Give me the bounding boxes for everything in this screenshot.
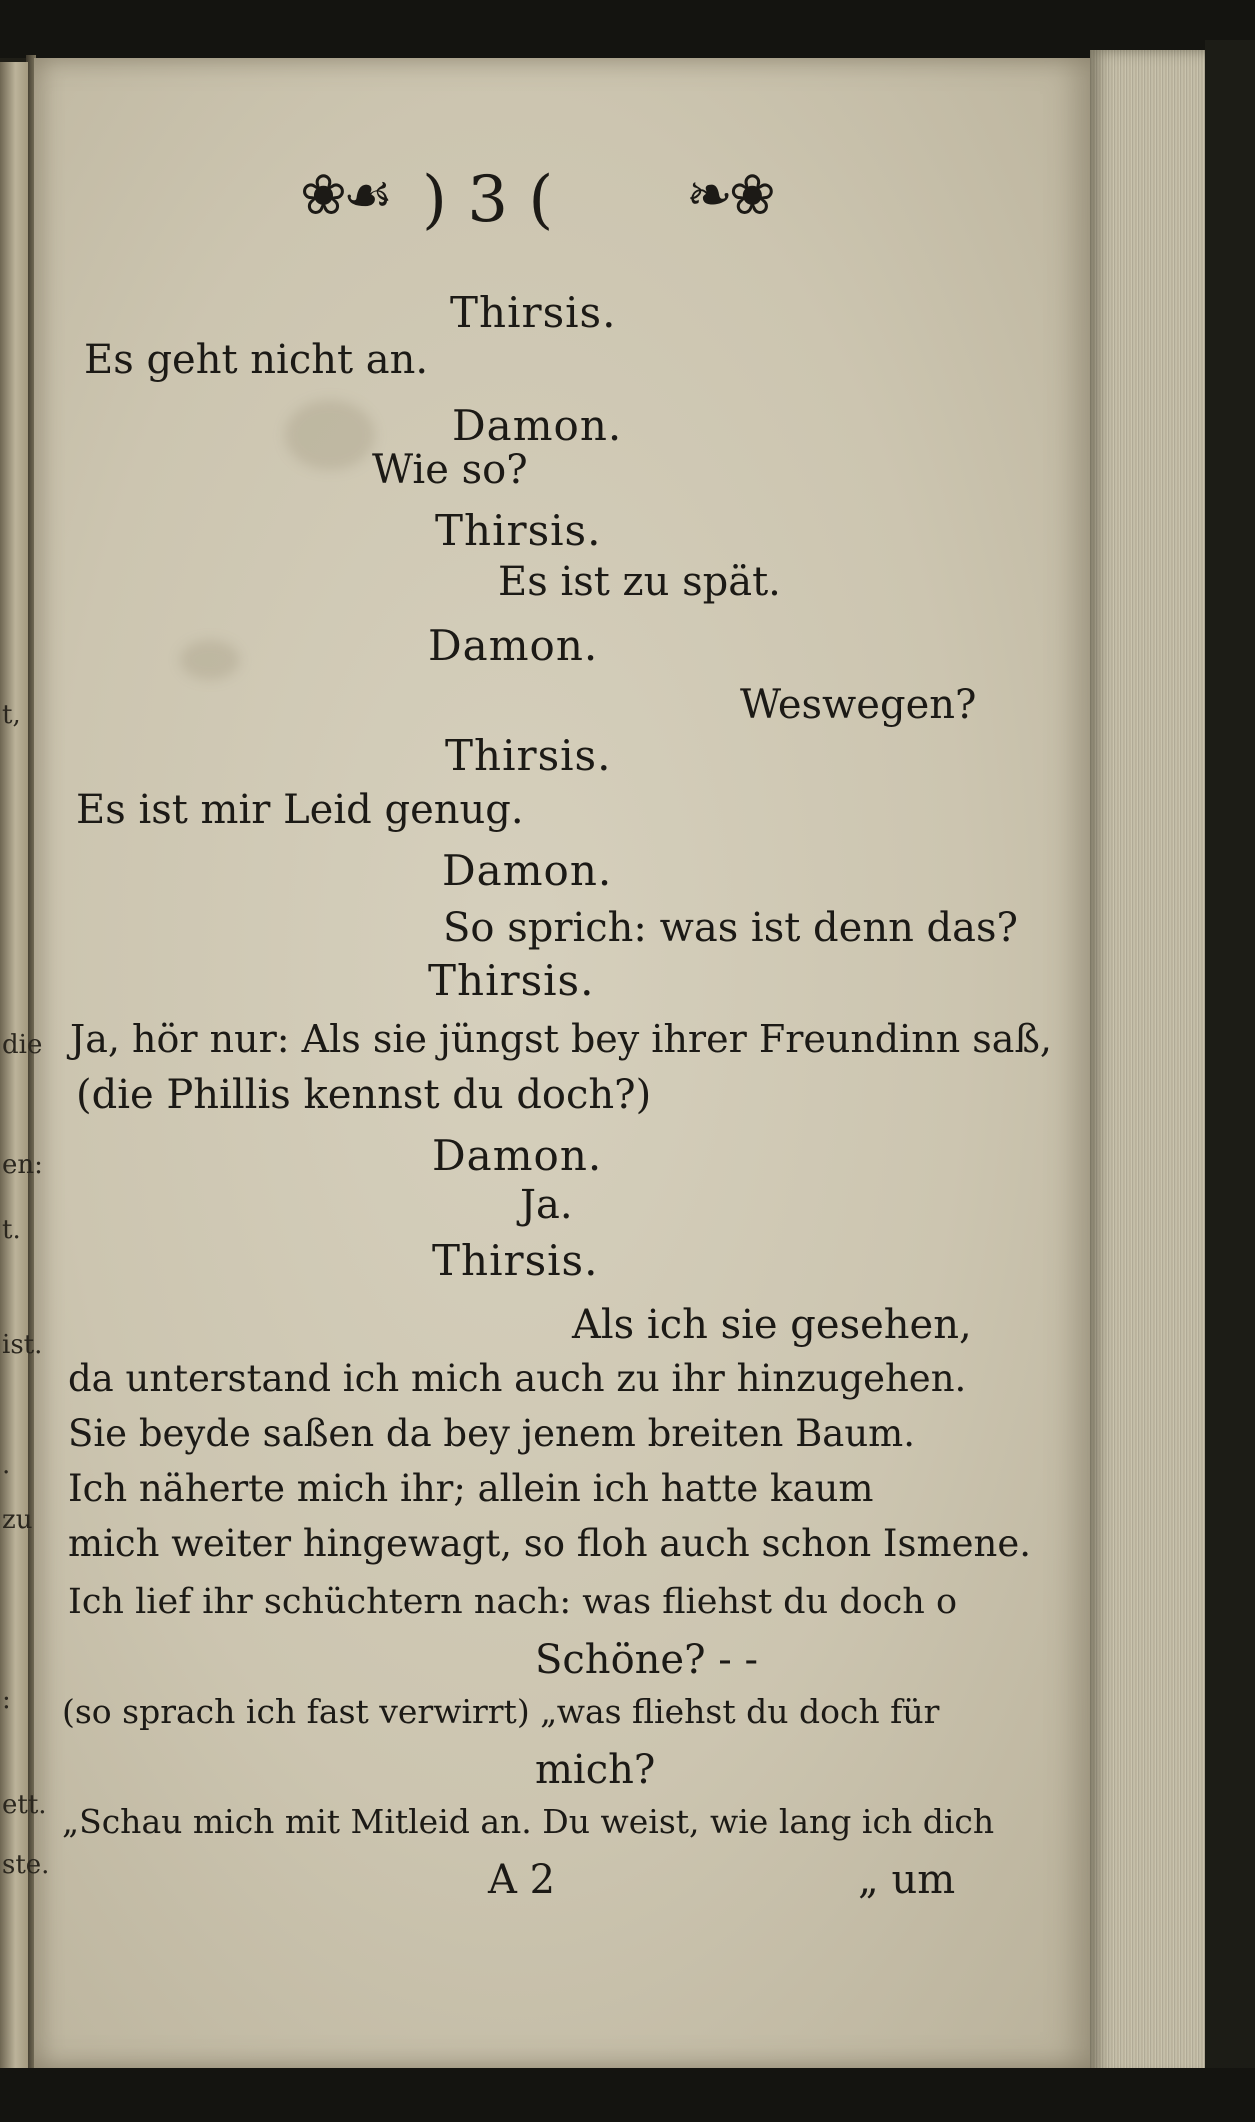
verse-line: mich weiter hingewagt, so floh auch schon Ismene.	[68, 1522, 1031, 1565]
verse-line: Wie so?	[372, 447, 528, 493]
verse-line: Es geht nicht an.	[84, 337, 429, 383]
speaker-heading: Damon.	[428, 621, 599, 670]
facing-page-fragment: ste.	[2, 1850, 50, 1880]
scan-background-bottom	[0, 2068, 1255, 2122]
page-block-edge	[1090, 50, 1208, 2080]
facing-page-fragment: t,	[2, 700, 21, 730]
facing-page-fragment: zu	[2, 1505, 33, 1535]
verse-line: (so sprach ich fast verwirrt) „was fliehst du doch für	[62, 1692, 940, 1731]
facing-page-fragment: en:	[2, 1150, 43, 1180]
speaker-heading: Damon.	[442, 846, 613, 895]
verse-line: mich?	[535, 1747, 656, 1793]
header-ornament-right: ❧❀	[686, 163, 772, 228]
verse-line: (die Phillis kennst du doch?)	[76, 1072, 652, 1118]
facing-page-fragment: :	[2, 1685, 11, 1715]
verse-line: „Schau mich mit Mitleid an. Du weist, wie lang ich dich	[62, 1802, 995, 1841]
verse-line: Ich lief ihr schüchtern nach: was fliehst du doch o	[68, 1582, 958, 1622]
speaker-heading: Damon.	[452, 401, 623, 450]
verse-line: Ja.	[520, 1182, 573, 1228]
speaker-heading: Thirsis.	[428, 956, 595, 1005]
catchword: „ um	[858, 1857, 956, 1903]
speaker-heading: Thirsis.	[445, 731, 612, 780]
speaker-heading: Damon.	[432, 1131, 603, 1180]
scan-background-top	[0, 0, 1255, 58]
verse-line: Ich näherte mich ihr; allein ich hatte kaum	[68, 1467, 874, 1510]
scan-background-right	[1205, 40, 1255, 2100]
speaker-heading: Thirsis.	[432, 1236, 599, 1285]
verse-line: Es ist zu spät.	[498, 559, 781, 605]
speaker-heading: Thirsis.	[450, 288, 617, 337]
verse-line: So sprich: was ist denn das?	[443, 905, 1018, 951]
verse-line: Weswegen?	[740, 682, 977, 728]
verse-line: Es ist mir Leid genug.	[76, 787, 524, 833]
facing-page-fragment: ist.	[2, 1330, 43, 1360]
paper-stain	[180, 640, 240, 680]
signature-mark: A 2	[488, 1857, 556, 1903]
header-ornament-left: ❀☙	[300, 163, 390, 228]
verse-line: Schöne? - -	[535, 1637, 758, 1683]
speaker-heading: Thirsis.	[435, 506, 602, 555]
verse-line: da unterstand ich mich auch zu ihr hinzugehen.	[68, 1357, 967, 1400]
paper-stain	[285, 400, 375, 470]
verse-line: Ja, hör nur: Als sie jüngst bey ihrer Freundinn saß,	[70, 1017, 1052, 1061]
facing-page-fragment: .	[2, 1450, 11, 1480]
verse-line: Sie beyde saßen da bey jenem breiten Baum.	[68, 1412, 915, 1455]
facing-page-fragment: ett.	[2, 1790, 47, 1820]
facing-page-strip	[0, 62, 28, 2084]
verse-line: Als ich sie gesehen,	[572, 1302, 972, 1348]
facing-page-fragment: t.	[2, 1215, 21, 1245]
facing-page-fragment: die	[2, 1030, 43, 1060]
page-number: ) 3 (	[422, 163, 554, 237]
